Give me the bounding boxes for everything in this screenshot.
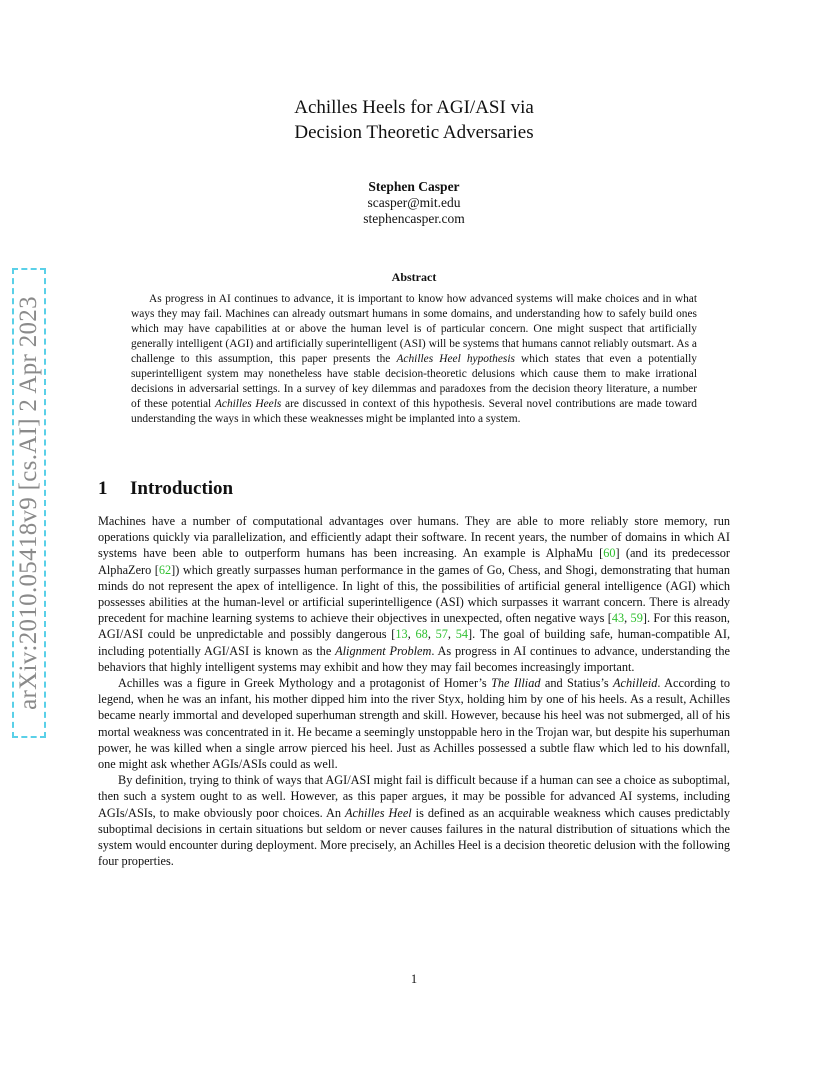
text-emph: The Illiad <box>491 676 541 691</box>
citation-link[interactable]: 43 <box>611 611 625 626</box>
author-website: stephencasper.com <box>363 211 465 226</box>
author-email: scasper@mit.edu <box>367 195 461 210</box>
author-block <box>0 179 828 227</box>
abstract-emph: Achilles Heels <box>214 397 282 410</box>
abstract-emph: Achilles Heel hypothesis <box>396 352 515 365</box>
text-emph: Achilles Heel <box>344 805 412 820</box>
text-seg: ] (and its predecessor AlphaZero [ <box>98 546 730 577</box>
citation-link[interactable]: 68 <box>415 627 428 642</box>
paragraph-1 <box>98 513 730 675</box>
page-number: 1 <box>410 972 418 986</box>
citation-link[interactable]: 13 <box>395 627 408 642</box>
text-seg: . As progress in AI continues to advance, understanding the behaviors that highly intelligent systems may exhibit and how they may fail becomes increasingly important. <box>98 643 730 674</box>
author-name: Stephen Casper <box>368 179 460 194</box>
paragraph-3 <box>98 772 730 869</box>
text-seg: , <box>427 627 436 642</box>
text-seg: Machines have a number of computational advantages over humans. They are able to more reliably store memory, run operations quickly via parallelization, and efficiently adapt their software. In recent years, the number of domains in which AI systems have been able to outperform humans has been increasing. An example is AlphaMu [ <box>98 514 730 561</box>
abstract-seg: are discussed in context of this hypothesis. Several novel contributions are made toward understanding the ways in which these weaknesses might be implanted into a system. <box>131 397 697 425</box>
text-seg: , <box>407 627 416 642</box>
citation-link[interactable]: 59 <box>630 611 643 626</box>
arxiv-stamp <box>12 268 46 738</box>
section-title: Introduction <box>130 478 234 499</box>
text-seg: By definition, trying to think of ways that AGI/ASI might fail is difficult because if a human can see a choice as suboptimal, then such a system ought to as well. However, as this paper argues, it may be possible for advanced AI systems, including AGIs/ASIs, to make obviously poor choices. An <box>98 773 730 820</box>
section-number: 1 <box>98 478 108 499</box>
paragraph-2 <box>98 675 730 772</box>
abstract-seg: As progress in AI continues to advance, it is important to know how advanced systems will make choices and in what ways they may fail. Machines can already outsmart humans in some domains, and understanding how to safely build ones which may have capabilities at or above the human level is of particular concern. One might suspect that artificially generally intelligent (AGI) and artificially superintelligent (ASI) will be systems that humans cannot reliably outsmart. As a challenge to this assumption, this paper presents the <box>131 293 697 365</box>
text-seg: Achilles was a figure in Greek Mythology and a protagonist of Homer’s <box>118 676 492 691</box>
abstract-text <box>131 292 697 427</box>
text-seg: and Statius’s <box>540 676 614 691</box>
title-line-2: Decision Theoretic Adversaries <box>294 122 534 143</box>
text-seg: is defined as an acquirable weakness which causes predictably suboptimal decisions in certain situations but seldom or never causes failures in the natural distribution of situations which the system would encounter during deployment. More precisely, an Achilles Heel is a decision theoretic delusion with the following four properties. <box>98 805 730 869</box>
section-heading <box>98 478 233 500</box>
citation-link[interactable]: 54 <box>455 627 469 642</box>
text-emph: Alignment Problem <box>335 643 432 658</box>
text-emph: Achilleid <box>613 676 658 691</box>
text-seg: ]) which greatly surpasses human performance in the games of Go, Chess, and Shogi, demonstrating that human minds do not represent the apex of intelligence. In light of this, the possibilities of artificial general intelligence (AGI) which possesses abilities at the human-level or artificial superintelligence (ASI) which surpasses it warrant concern. There is already precedent for machine learning systems to achieve their objectives in unexpected, often negative ways [ <box>98 562 730 626</box>
text-seg: , <box>624 611 631 626</box>
text-seg: . According to legend, when he was an infant, his mother dipped him into the river Styx, holding him by one of his heels. As a result, Achilles became nearly immortal and developed superhuman strength and skill. However, because his heel was not submerged, all of his mortal weakness was concentrated in it. He became a seemingly unstoppable hero in the Trojan war, but despite his superhuman power, he was killed when a single arrow pierced his heel. Just as Achilles possessed a subtle flaw which led to his downfall, one might ask whether AGIs/ASIs could as well. <box>98 676 730 772</box>
abstract-seg: which states that even a potentially superintelligent system may nonetheless have stable decision-theoretic delusions which cause them to make irrational decisions in adversarial settings. In a survey of key dilemmas and paradoxes from the decision theory literature, a number of these potential <box>131 352 697 410</box>
citation-link[interactable]: 60 <box>603 546 616 561</box>
text-seg: ]. The goal of building safe, human-compatible AI, including potentially AGI/ASI is known as the <box>98 627 731 658</box>
abstract-heading: Abstract <box>391 270 437 284</box>
citation-link[interactable]: 57 <box>435 627 448 642</box>
body-text <box>98 513 730 869</box>
title-line-1: Achilles Heels for AGI/ASI via <box>294 97 534 118</box>
arxiv-stamp-text: arXiv:2010.05418v9 [cs.AI] 2 Apr 2023 <box>15 296 43 710</box>
paper-title <box>0 95 828 145</box>
text-seg: ]. For this reason, AGI/ASI could be unpredictable and possibly dangerous [ <box>98 611 730 642</box>
text-seg: , <box>447 627 456 642</box>
citation-link[interactable]: 62 <box>158 562 172 577</box>
